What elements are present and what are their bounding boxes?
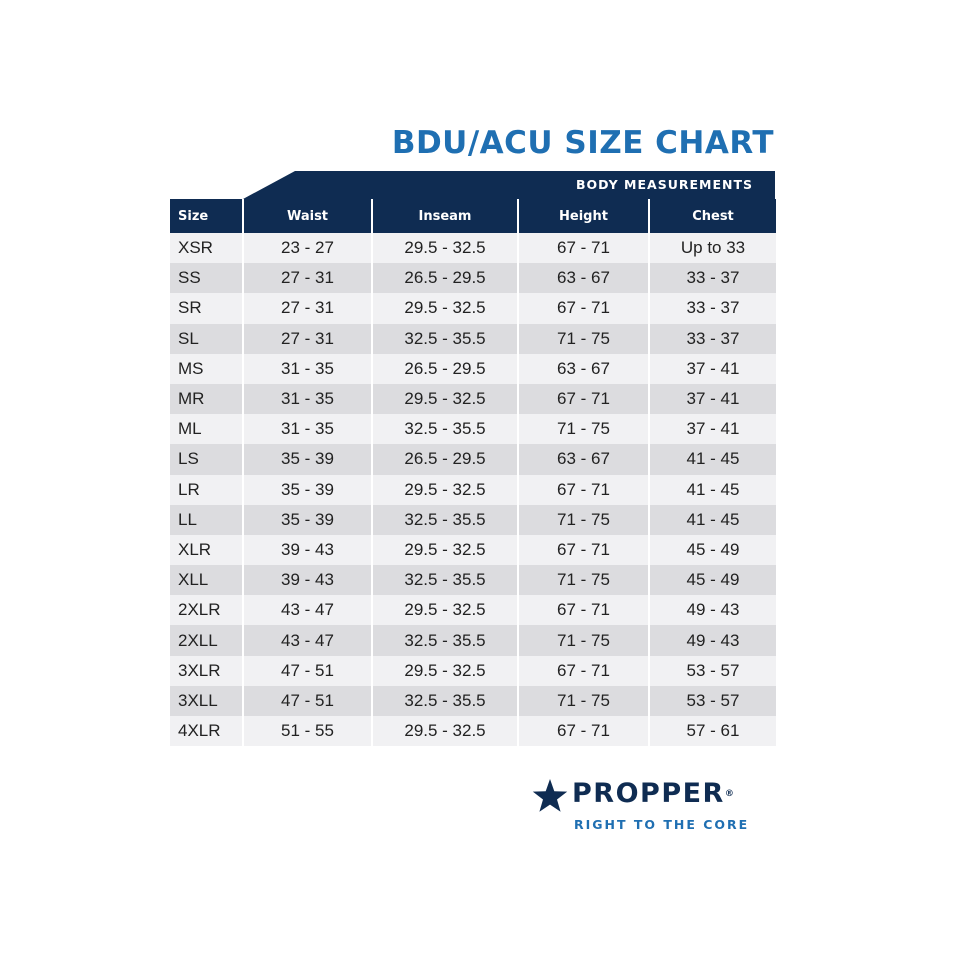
cell-size: XLL <box>170 565 243 595</box>
table-row <box>170 656 776 686</box>
cell-height: 67 - 71 <box>518 293 649 323</box>
cell-inseam: 32.5 - 35.5 <box>372 505 518 535</box>
cell-waist: 39 - 43 <box>243 565 372 595</box>
cell-height: 67 - 71 <box>518 656 649 686</box>
cell-height: 67 - 71 <box>518 475 649 505</box>
table-row <box>170 293 776 323</box>
size-chart-table <box>170 199 776 746</box>
cell-waist: 47 - 51 <box>243 686 372 716</box>
table-row <box>170 444 776 474</box>
cell-waist: 35 - 39 <box>243 475 372 505</box>
table-row <box>170 384 776 414</box>
cell-inseam: 29.5 - 32.5 <box>372 716 518 746</box>
cell-waist: 43 - 47 <box>243 625 372 655</box>
cell-height: 71 - 75 <box>518 414 649 444</box>
brand-text: PROPPER <box>572 778 725 809</box>
table-row <box>170 625 776 655</box>
header-height: Height <box>518 199 649 233</box>
cell-size: SR <box>170 293 243 323</box>
cell-inseam: 26.5 - 29.5 <box>372 263 518 293</box>
cell-height: 67 - 71 <box>518 535 649 565</box>
cell-height: 71 - 75 <box>518 565 649 595</box>
cell-waist: 31 - 35 <box>243 414 372 444</box>
table-row <box>170 324 776 354</box>
table-row <box>170 354 776 384</box>
registered-mark: ® <box>724 789 736 799</box>
cell-inseam: 32.5 - 35.5 <box>372 414 518 444</box>
cell-size: SS <box>170 263 243 293</box>
cell-chest: 33 - 37 <box>649 324 776 354</box>
table-row <box>170 505 776 535</box>
cell-chest: 41 - 45 <box>649 444 776 474</box>
cell-chest: Up to 33 <box>649 233 776 263</box>
cell-chest: 41 - 45 <box>649 505 776 535</box>
cell-height: 67 - 71 <box>518 716 649 746</box>
cell-inseam: 29.5 - 32.5 <box>372 656 518 686</box>
cell-size: 2XLL <box>170 625 243 655</box>
page-title: BDU/ACU SIZE CHART <box>391 125 774 161</box>
cell-size: ML <box>170 414 243 444</box>
cell-waist: 31 - 35 <box>243 354 372 384</box>
cell-size: 2XLR <box>170 595 243 625</box>
cell-height: 63 - 67 <box>518 444 649 474</box>
cell-height: 71 - 75 <box>518 625 649 655</box>
cell-chest: 57 - 61 <box>649 716 776 746</box>
cell-size: LL <box>170 505 243 535</box>
star-icon <box>532 779 568 813</box>
cell-waist: 51 - 55 <box>243 716 372 746</box>
cell-chest: 41 - 45 <box>649 475 776 505</box>
cell-waist: 47 - 51 <box>243 656 372 686</box>
cell-size: SL <box>170 324 243 354</box>
header-chest: Chest <box>649 199 776 233</box>
cell-height: 71 - 75 <box>518 324 649 354</box>
cell-size: 3XLR <box>170 656 243 686</box>
table-body <box>170 233 776 746</box>
table-row <box>170 475 776 505</box>
cell-chest: 53 - 57 <box>649 656 776 686</box>
cell-height: 71 - 75 <box>518 686 649 716</box>
cell-chest: 45 - 49 <box>649 535 776 565</box>
table-row <box>170 686 776 716</box>
cell-height: 67 - 71 <box>518 595 649 625</box>
cell-waist: 31 - 35 <box>243 384 372 414</box>
cell-waist: 27 - 31 <box>243 324 372 354</box>
table-row <box>170 263 776 293</box>
cell-inseam: 32.5 - 35.5 <box>372 324 518 354</box>
cell-inseam: 29.5 - 32.5 <box>372 535 518 565</box>
cell-height: 63 - 67 <box>518 354 649 384</box>
table-row <box>170 414 776 444</box>
table-row <box>170 716 776 746</box>
header-size: Size <box>170 199 243 233</box>
table-row <box>170 535 776 565</box>
cell-waist: 27 - 31 <box>243 293 372 323</box>
cell-chest: 37 - 41 <box>649 354 776 384</box>
brand-tagline: RIGHT TO THE CORE <box>574 817 750 832</box>
table-row <box>170 595 776 625</box>
cell-height: 67 - 71 <box>518 384 649 414</box>
brand-name <box>572 778 735 810</box>
cell-size: MS <box>170 354 243 384</box>
cell-size: MR <box>170 384 243 414</box>
cell-inseam: 26.5 - 29.5 <box>372 444 518 474</box>
cell-size: XLR <box>170 535 243 565</box>
cell-chest: 37 - 41 <box>649 384 776 414</box>
cell-height: 63 - 67 <box>518 263 649 293</box>
cell-size: XSR <box>170 233 243 263</box>
cell-waist: 23 - 27 <box>243 233 372 263</box>
cell-inseam: 32.5 - 35.5 <box>372 625 518 655</box>
table-row <box>170 565 776 595</box>
cell-waist: 27 - 31 <box>243 263 372 293</box>
cell-chest: 45 - 49 <box>649 565 776 595</box>
cell-inseam: 29.5 - 32.5 <box>372 475 518 505</box>
cell-size: LR <box>170 475 243 505</box>
cell-height: 71 - 75 <box>518 505 649 535</box>
cell-size: 4XLR <box>170 716 243 746</box>
cell-inseam: 32.5 - 35.5 <box>372 686 518 716</box>
table-header-row <box>170 199 776 233</box>
cell-waist: 35 - 39 <box>243 505 372 535</box>
cell-waist: 39 - 43 <box>243 535 372 565</box>
cell-inseam: 29.5 - 32.5 <box>372 384 518 414</box>
cell-chest: 49 - 43 <box>649 595 776 625</box>
cell-height: 67 - 71 <box>518 233 649 263</box>
cell-waist: 35 - 39 <box>243 444 372 474</box>
cell-inseam: 29.5 - 32.5 <box>372 293 518 323</box>
cell-chest: 49 - 43 <box>649 625 776 655</box>
table-row <box>170 233 776 263</box>
header-inseam: Inseam <box>372 199 518 233</box>
cell-inseam: 32.5 - 35.5 <box>372 565 518 595</box>
cell-size: LS <box>170 444 243 474</box>
cell-chest: 37 - 41 <box>649 414 776 444</box>
propper-logo <box>532 776 777 836</box>
header-waist: Waist <box>243 199 372 233</box>
cell-chest: 33 - 37 <box>649 293 776 323</box>
cell-inseam: 29.5 - 32.5 <box>372 233 518 263</box>
cell-inseam: 26.5 - 29.5 <box>372 354 518 384</box>
cell-waist: 43 - 47 <box>243 595 372 625</box>
banner-label: BODY MEASUREMENTS <box>576 177 753 192</box>
cell-size: 3XLL <box>170 686 243 716</box>
cell-inseam: 29.5 - 32.5 <box>372 595 518 625</box>
body-measurements-banner <box>243 171 775 199</box>
cell-chest: 33 - 37 <box>649 263 776 293</box>
cell-chest: 53 - 57 <box>649 686 776 716</box>
